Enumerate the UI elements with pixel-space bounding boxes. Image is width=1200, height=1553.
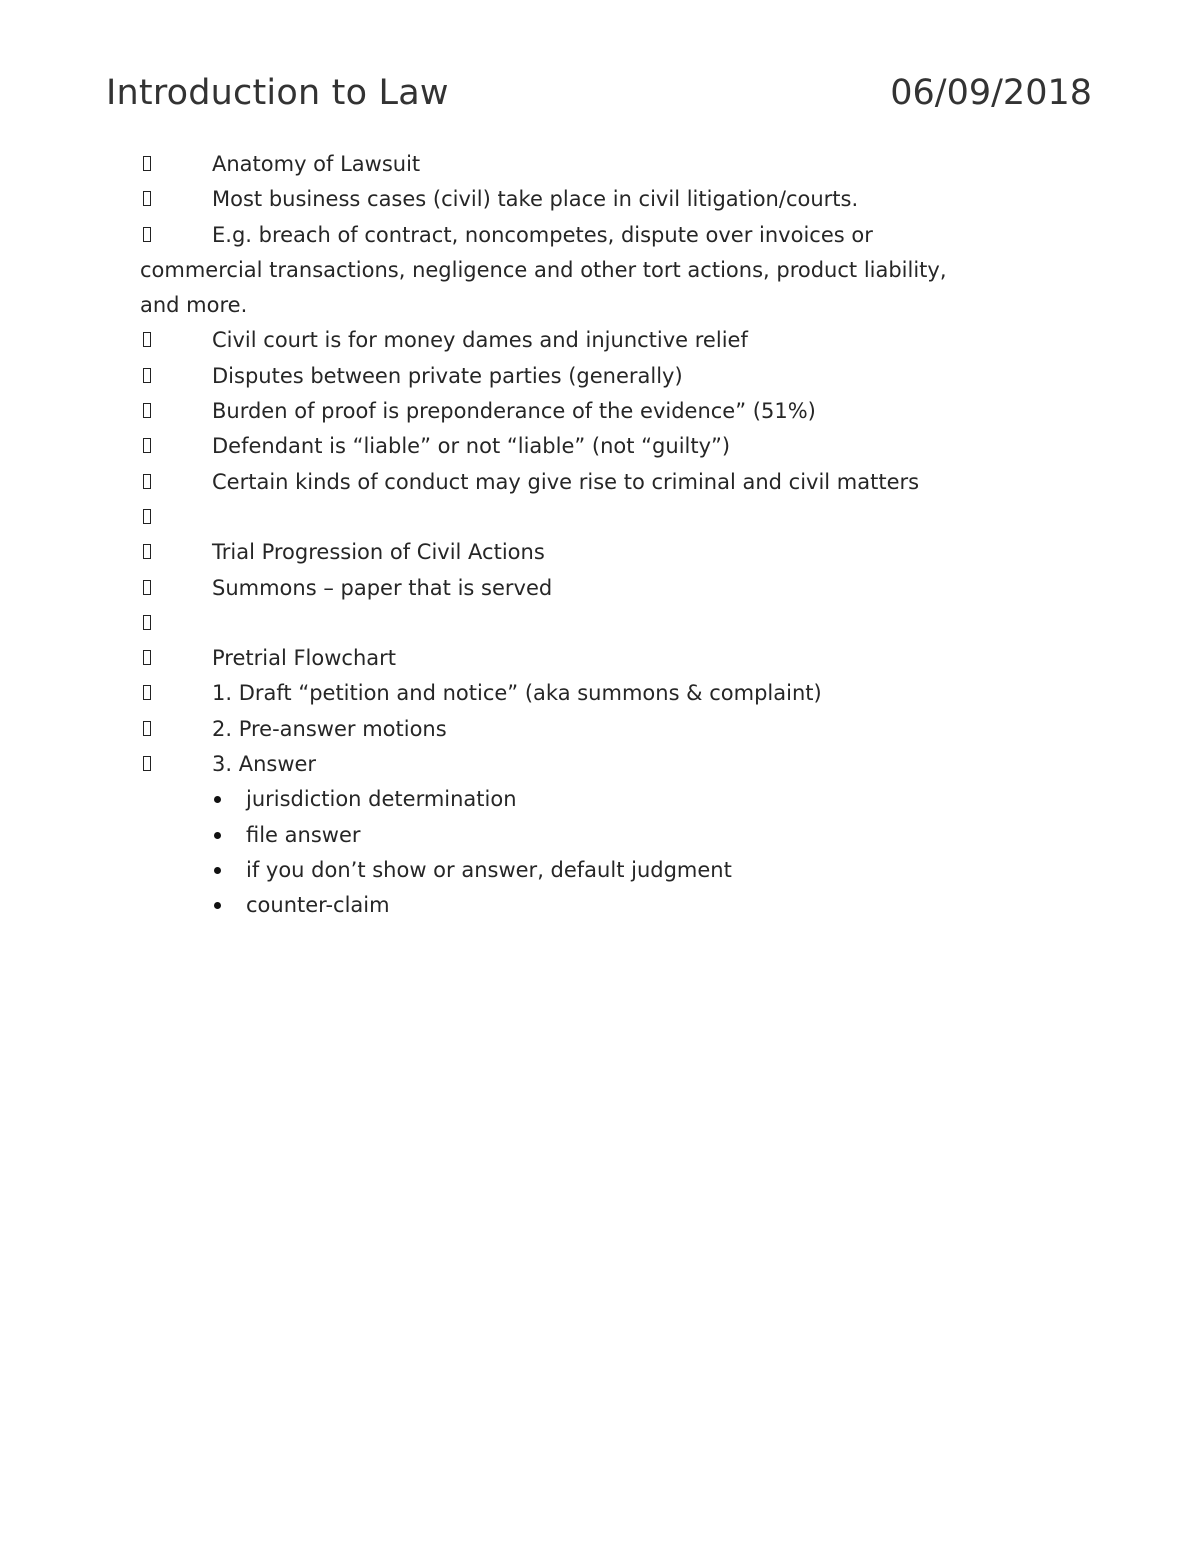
list-item	[140, 571, 1070, 606]
list-item-text: Anatomy of Lawsuit	[212, 152, 421, 176]
checkbox-glyph-icon	[143, 227, 151, 242]
sub-list-item	[140, 853, 1070, 888]
list-item-text-continued: commercial transactions, negligence and other tort actions, product liability,	[140, 257, 947, 282]
list-item-text: Most business cases (civil) take place in civil litigation/courts.	[212, 187, 859, 212]
list-item-text: 1. Draft “petition and notice” (aka summons & complaint)	[212, 681, 822, 706]
sub-list-item-text: counter-claim	[246, 893, 390, 918]
checkbox-glyph-icon	[143, 685, 151, 700]
bullet-icon	[214, 832, 221, 839]
list-item-text: Defendant is “liable” or not “liable” (not “guilty”)	[212, 434, 731, 459]
list-item-text: Certain kinds of conduct may give rise to criminal and civil matters	[212, 469, 920, 494]
list-item	[140, 676, 1070, 711]
checkbox-glyph-icon	[143, 580, 151, 595]
list-item-text: Pretrial Flowchart	[212, 646, 396, 671]
checkbox-glyph-icon	[143, 544, 151, 559]
list-item-text: Trial Progression of Civil Actions	[212, 540, 545, 565]
list-item-empty	[140, 606, 1070, 641]
checkbox-glyph-icon	[143, 332, 151, 347]
list-item-text: E.g. breach of contract, noncompetes, dispute over invoices or	[212, 222, 873, 247]
list-item	[140, 394, 1070, 429]
document-title: Introduction to Law	[106, 73, 449, 113]
checkbox-glyph-icon	[143, 474, 151, 489]
list-item	[140, 712, 1070, 747]
checkbox-glyph-icon	[143, 191, 151, 206]
sub-list-item-text: file answer	[246, 822, 361, 847]
checkbox-glyph-icon	[143, 368, 151, 383]
list-item-text: 2. Pre-answer motions	[212, 716, 447, 741]
list-item	[140, 182, 1070, 217]
list-item	[140, 323, 1070, 358]
checkbox-glyph-icon	[143, 438, 151, 453]
notes-list	[140, 147, 1070, 924]
sub-list-item	[140, 782, 1070, 817]
list-item	[140, 465, 1070, 500]
list-item	[140, 641, 1070, 676]
list-item	[140, 535, 1070, 570]
list-item-text: Civil court is for money dames and injunctive relief	[212, 328, 748, 353]
sub-list-item	[140, 888, 1070, 923]
list-item	[140, 147, 1070, 182]
checkbox-glyph-icon	[143, 156, 151, 171]
checkbox-glyph-icon	[143, 615, 151, 630]
list-item-text: 3. Answer	[212, 752, 317, 777]
list-item-text-continued: and more.	[140, 293, 248, 318]
sub-list-item-text: if you don’t show or answer, default judgment	[246, 857, 732, 882]
sub-list-item	[140, 818, 1070, 853]
bullet-icon	[214, 867, 221, 874]
list-item-text: Burden of proof is preponderance of the evidence” (51%)	[212, 399, 816, 424]
checkbox-glyph-icon	[143, 403, 151, 418]
checkbox-glyph-icon	[143, 650, 151, 665]
list-item	[140, 747, 1070, 782]
list-item	[140, 218, 1070, 324]
list-item	[140, 359, 1070, 394]
list-item	[140, 429, 1070, 464]
checkbox-glyph-icon	[143, 721, 151, 736]
checkbox-glyph-icon	[143, 756, 151, 771]
list-item-text: Disputes between private parties (generally)	[212, 363, 683, 388]
checkbox-glyph-icon	[143, 509, 151, 524]
sub-list-item-text: jurisdiction determination	[246, 787, 517, 812]
document-date: 06/09/2018	[890, 73, 1092, 113]
list-item-empty	[140, 500, 1070, 535]
list-item-text: Summons – paper that is served	[212, 575, 553, 600]
